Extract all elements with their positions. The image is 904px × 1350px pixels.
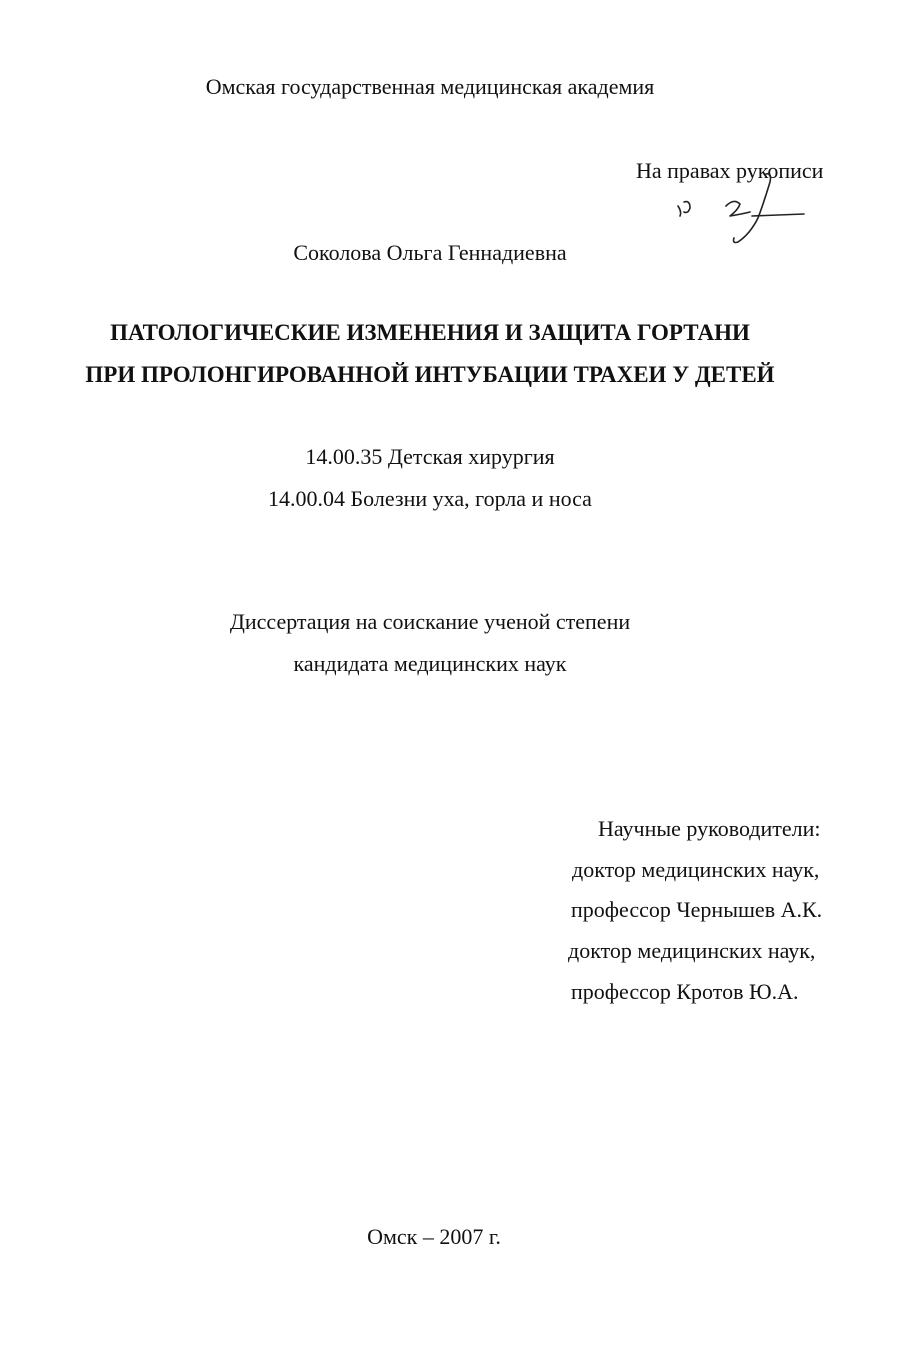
degree-statement-line-1: Диссертация на соискание ученой степени xyxy=(229,609,631,634)
supervisor-1-name: профессор Чернышев А.К. xyxy=(571,897,823,922)
institution-name: Омская государственная медицинская академия xyxy=(205,74,655,99)
specialty-code-surgery: 14.00.35 Детская хирургия xyxy=(305,444,555,469)
author-name: Соколова Ольга Геннадиевна xyxy=(293,240,567,265)
supervisor-2-degree: доктор медицинских наук, xyxy=(568,938,816,963)
supervisors-heading: Научные руководители: xyxy=(598,816,821,841)
manuscript-rights-note: На правах рукописи xyxy=(636,158,824,183)
handwritten-signature-mark xyxy=(668,172,818,248)
supervisor-1-degree: доктор медицинских наук, xyxy=(572,857,820,882)
dissertation-title-line-2: ПРИ ПРОЛОНГИРОВАННОЙ ИНТУБАЦИИ ТРАХЕИ У ДЕТЕЙ xyxy=(85,362,775,387)
place-and-year: Омск – 2007 г. xyxy=(367,1224,501,1249)
supervisor-2-name: профессор Кротов Ю.А. xyxy=(571,979,799,1004)
dissertation-title-line-1: ПАТОЛОГИЧЕСКИЕ ИЗМЕНЕНИЯ И ЗАЩИТА ГОРТАНИ xyxy=(110,320,750,345)
specialty-code-ent: 14.00.04 Болезни уха, горла и носа xyxy=(268,486,592,511)
degree-statement-line-2: кандидата медицинских наук xyxy=(293,651,567,676)
